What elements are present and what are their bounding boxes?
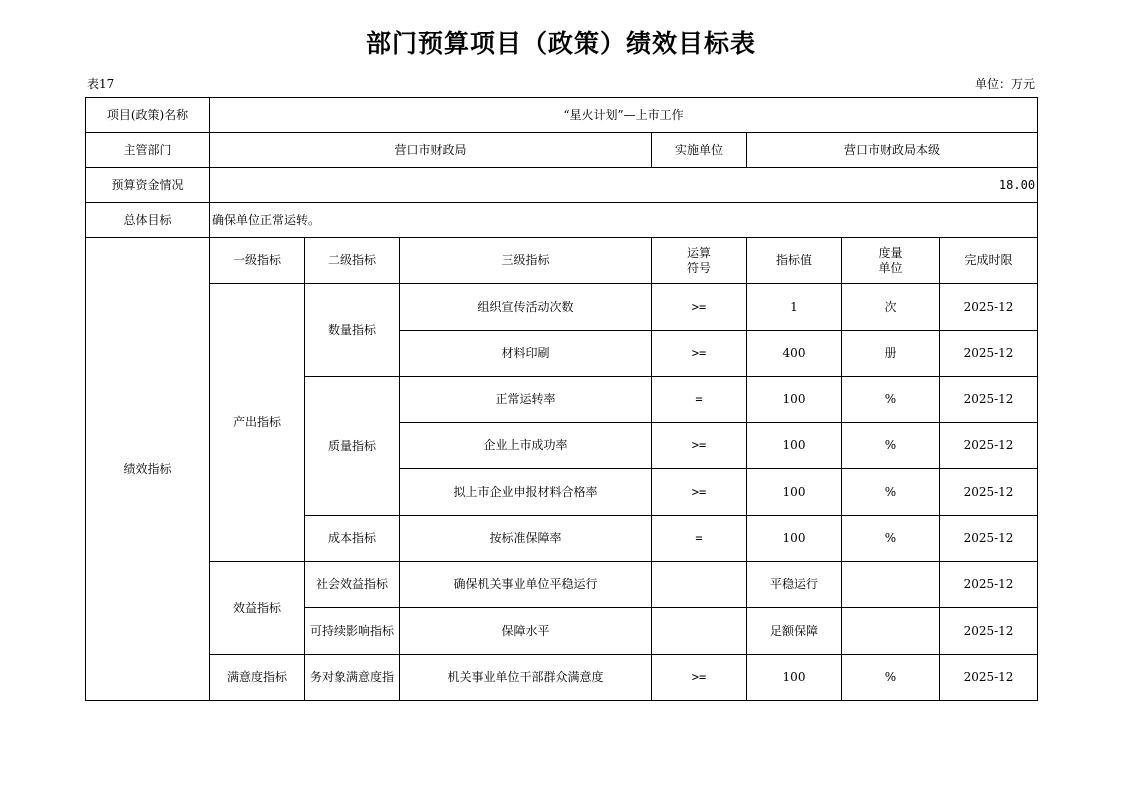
indicator-operator xyxy=(652,608,747,655)
perf-label: 绩效指标 xyxy=(86,238,210,701)
header-level2: 二级指标 xyxy=(305,238,400,284)
indicator-name: 按标准保障率 xyxy=(400,516,652,562)
subgroup-quality: 质量指标 xyxy=(305,377,400,516)
header-unit-line2: 单位 xyxy=(878,260,903,275)
indicator-operator xyxy=(652,562,747,608)
goal-value: 确保单位正常运转。 xyxy=(210,203,1038,238)
subgroup-quantity: 数量指标 xyxy=(305,284,400,377)
indicator-value: 足额保障 xyxy=(747,608,842,655)
header-unit-line1: 度量 xyxy=(878,245,903,260)
header-unit xyxy=(842,238,940,284)
indicator-unit: % xyxy=(842,377,940,423)
indicator-value: 100 xyxy=(747,377,842,423)
subgroup-service: 务对象满意度指 xyxy=(305,655,400,701)
indicator-deadline: 2025-12 xyxy=(940,331,1038,377)
indicator-deadline: 2025-12 xyxy=(940,562,1038,608)
header-value: 指标值 xyxy=(747,238,842,284)
header-operator-line2: 符号 xyxy=(686,260,711,275)
indicator-operator: = xyxy=(652,516,747,562)
table-row xyxy=(86,655,1038,701)
indicator-name: 保障水平 xyxy=(400,608,652,655)
project-name-row xyxy=(86,98,1038,133)
header-operator-line1: 运算 xyxy=(686,245,711,260)
indicator-deadline: 2025-12 xyxy=(940,377,1038,423)
dept-value: 营口市财政局 xyxy=(210,133,652,168)
table-row xyxy=(86,562,1038,608)
unit-label: 单位：万元 xyxy=(974,77,1035,91)
impl-value: 营口市财政局本级 xyxy=(747,133,1038,168)
header-level1: 一级指标 xyxy=(210,238,305,284)
indicator-value: 平稳运行 xyxy=(747,562,842,608)
indicator-deadline: 2025-12 xyxy=(940,423,1038,469)
header-row xyxy=(86,238,1038,284)
goal-row xyxy=(86,203,1038,238)
header-operator xyxy=(652,238,747,284)
performance-target-table xyxy=(85,97,1038,701)
indicator-unit: 册 xyxy=(842,331,940,377)
indicator-value: 100 xyxy=(747,469,842,516)
header-deadline: 完成时限 xyxy=(940,238,1038,284)
budget-label: 预算资金情况 xyxy=(86,168,210,203)
project-name-label: 项目(政策)名称 xyxy=(86,98,210,133)
subgroup-cost: 成本指标 xyxy=(305,516,400,562)
budget-row xyxy=(86,168,1038,203)
indicator-unit xyxy=(842,608,940,655)
indicator-deadline: 2025-12 xyxy=(940,655,1038,701)
indicator-operator: >= xyxy=(652,423,747,469)
indicator-value: 100 xyxy=(747,655,842,701)
indicator-deadline: 2025-12 xyxy=(940,608,1038,655)
group-benefit: 效益指标 xyxy=(210,562,305,655)
indicator-name: 机关事业单位干部群众满意度 xyxy=(400,655,652,701)
indicator-operator: >= xyxy=(652,284,747,331)
indicator-name: 正常运转率 xyxy=(400,377,652,423)
header-level3: 三级指标 xyxy=(400,238,652,284)
impl-label: 实施单位 xyxy=(652,133,747,168)
project-name-value: “星火计划”—上市工作 xyxy=(210,98,1038,133)
indicator-value: 100 xyxy=(747,423,842,469)
indicator-value: 1 xyxy=(747,284,842,331)
subgroup-sustain: 可持续影响指标 xyxy=(305,608,400,655)
department-row xyxy=(86,133,1038,168)
indicator-operator: = xyxy=(652,377,747,423)
indicator-deadline: 2025-12 xyxy=(940,284,1038,331)
indicator-deadline: 2025-12 xyxy=(940,516,1038,562)
indicator-operator: >= xyxy=(652,469,747,516)
indicator-unit: % xyxy=(842,516,940,562)
group-output: 产出指标 xyxy=(210,284,305,562)
indicator-unit: % xyxy=(842,469,940,516)
group-satisfaction: 满意度指标 xyxy=(210,655,305,701)
table-row xyxy=(86,284,1038,331)
indicator-name: 确保机关事业单位平稳运行 xyxy=(400,562,652,608)
indicator-unit: % xyxy=(842,655,940,701)
subgroup-social: 社会效益指标 xyxy=(305,562,400,608)
indicator-value: 100 xyxy=(747,516,842,562)
indicator-name: 材料印刷 xyxy=(400,331,652,377)
indicator-unit: 次 xyxy=(842,284,940,331)
indicator-name: 拟上市企业申报材料合格率 xyxy=(400,469,652,516)
indicator-value: 400 xyxy=(747,331,842,377)
indicator-operator: >= xyxy=(652,655,747,701)
goal-label: 总体目标 xyxy=(86,203,210,238)
indicator-name: 企业上市成功率 xyxy=(400,423,652,469)
page-title: 部门预算项目（政策）绩效目标表 xyxy=(365,29,756,58)
indicator-name: 组织宣传活动次数 xyxy=(400,284,652,331)
indicator-unit: % xyxy=(842,423,940,469)
indicator-operator: >= xyxy=(652,331,747,377)
budget-value: 18.00 xyxy=(210,168,1038,203)
table-number: 表17 xyxy=(87,77,115,91)
indicator-deadline: 2025-12 xyxy=(940,469,1038,516)
indicator-unit xyxy=(842,562,940,608)
dept-label: 主管部门 xyxy=(86,133,210,168)
